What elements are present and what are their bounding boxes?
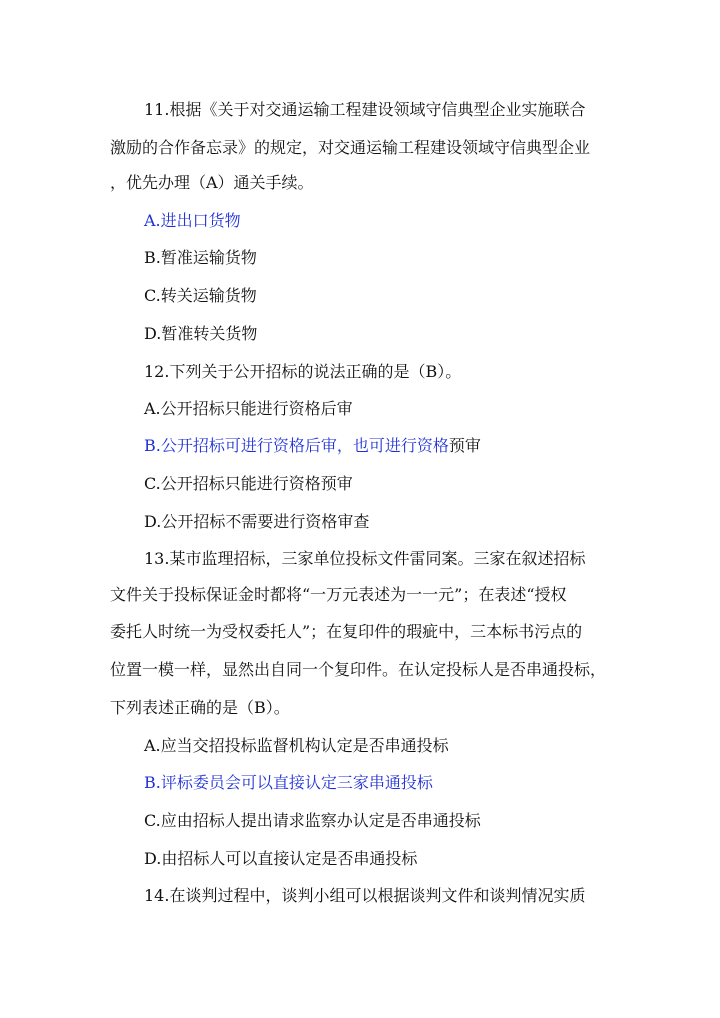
question-12-option-d: D.公开招标不需要进行资格审查 [144, 512, 370, 531]
question-13-option-b-correct: B.评标委员会可以直接认定三家串通投标 [144, 773, 433, 792]
question-12-option-c: C.公开招标只能进行资格预审 [144, 474, 353, 493]
question-13-line-3: 委托人时统一为受权委托人”；在复印件的瑕疵中，三本标书污点的 [110, 622, 583, 641]
question-13-line-5: 下列表述正确的是（B）。 [110, 698, 290, 717]
question-13-line-2: 文件关于投标保证金时都将“一万元表述为一一元”；在表述“授权 [110, 585, 567, 604]
question-11-line-2: 激励的合作备忘录》的规定，对交通运输工程建设领域守信典型企业 [110, 138, 591, 157]
question-11-option-b: B.暂准运输货物 [144, 248, 257, 267]
question-12-option-b-highlight: B.公开招标可进行资格后审，也可进行资格 [144, 436, 449, 455]
question-12-option-b-rest: 预审 [448, 436, 481, 455]
question-11-option-a-correct: A.进出口货物 [144, 211, 241, 230]
question-11-line-3: ，优先办理（A）通关手续。 [110, 173, 314, 192]
question-12-option-b-correct [144, 435, 481, 457]
question-13-line-1: 13.某市监理招标，三家单位投标文件雷同案。三家在叙述招标 [144, 549, 586, 568]
question-14-line-1: 14.在谈判过程中，谈判小组可以根据谈判文件和谈判情况实质 [144, 886, 586, 905]
question-13-option-c: C.应由招标人提出请求监察办认定是否串通投标 [144, 811, 481, 830]
question-11-option-d: D.暂准转关货物 [144, 324, 258, 343]
question-11-line-1: 11.根据《关于对交通运输工程建设领域守信典型企业实施联合 [144, 100, 586, 119]
question-13-option-d: D.由招标人可以直接认定是否串通投标 [144, 849, 418, 868]
question-12-option-a: A.公开招标只能进行资格后审 [144, 399, 353, 418]
question-13-option-a: A.应当交招投标监督机构认定是否串通投标 [144, 736, 449, 755]
question-11-option-c: C.转关运输货物 [144, 286, 257, 305]
question-12-line-1: 12.下列关于公开招标的说法正确的是（B）。 [144, 362, 462, 381]
question-13-line-4: 位置一模一样，显然出自同一个复印件。在认定投标人是否串通投标， [110, 660, 607, 679]
